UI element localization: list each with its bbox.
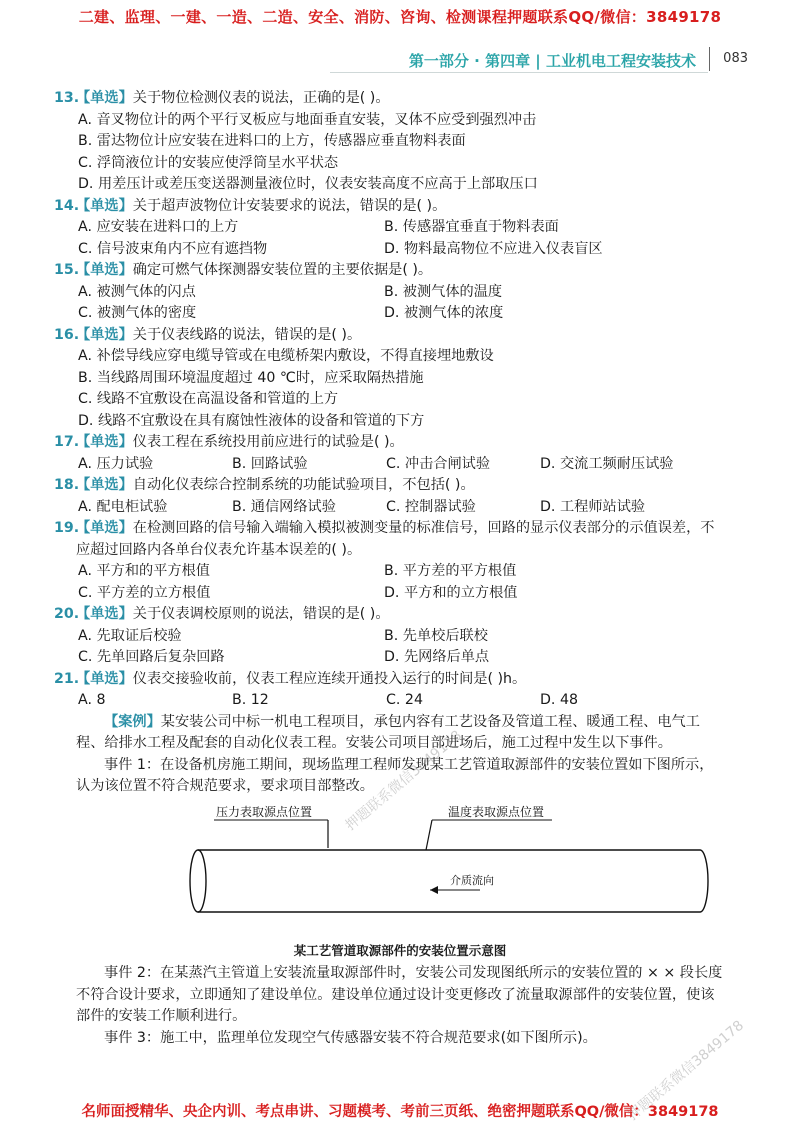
page-header [330, 44, 800, 74]
case-tag: 【案例】 [104, 713, 161, 730]
pipe-left-end [190, 850, 206, 912]
temperature-tap-line [426, 820, 432, 850]
question-number: 14. [54, 197, 80, 214]
option-a: A. 被测气体的闪点 [78, 283, 196, 300]
option-b: B. 雷达物位计应安装在进料口的上方，传感器应垂直物料表面 [78, 133, 466, 149]
option-c: C. 冲击合闸试验 [386, 455, 491, 472]
option-b: B. 先单校后联校 [384, 627, 488, 644]
bottom-banner: 名师面授精华、央企内训、考点串讲、习题模考、考前三页纸、绝密押题联系QQ/微信：3849178 [81, 1104, 719, 1120]
option-b: B. 当线路周围环境温度超过 40 ℃时，应采取隔热措施 [78, 369, 424, 386]
question-15 [54, 260, 724, 325]
question-type-tag: 【单选】 [76, 262, 133, 278]
question-list [54, 88, 724, 712]
option-row [76, 647, 724, 669]
pressure-label: 压力表取源点位置 [216, 804, 313, 819]
question-number: 13. [54, 90, 80, 106]
event-1: 事件 1：在设备机房施工期间，现场监理工程师发现某工艺管道取源部件的安装位置如下图所示，认为该位置不符合规范要求，要求项目部整改。 [76, 756, 714, 794]
option-row [76, 626, 724, 648]
option-c: C. 24 [386, 692, 423, 708]
option-c: C. 先单回路后复杂回路 [78, 649, 225, 665]
question-text: 在检测回路的信号输入端输入模拟被测变量的标准信号，回路的显示仪表部分的示值误差，不应超过回路内各单台仪表允许基本误差的( )。 [76, 520, 715, 558]
option-a: A. 平方和的平方根值 [78, 563, 210, 579]
pipe-diagram-svg [180, 800, 740, 940]
option-b: B. 回路试验 [232, 455, 308, 472]
option-a: A. 8 [78, 692, 106, 708]
header-underline [330, 72, 708, 73]
question-19 [54, 518, 724, 604]
question-20 [54, 604, 724, 669]
option-row [76, 282, 724, 304]
page-content [54, 88, 724, 1049]
option-a: A. 应安装在进料口的上方 [78, 219, 239, 235]
page-number: 083 [723, 51, 748, 66]
question-text: 关于物位检测仪表的说法，正确的是( )。 [132, 90, 390, 106]
watermark-center: 押题联系微信3849178 [342, 727, 466, 834]
temperature-label-group [426, 804, 552, 850]
question-type-tag: 【单选】 [76, 520, 133, 536]
option-c: C. 平方差的立方根值 [78, 584, 211, 601]
question-16 [54, 325, 724, 433]
option-d: D. 被测气体的浓度 [384, 305, 504, 321]
question-stem [54, 604, 724, 626]
option-a: A. 音叉物位计的两个平行叉板应与地面垂直安装，叉体不应受到强烈冲击 [78, 111, 537, 128]
question-type-tag: 【单选】 [76, 670, 133, 687]
option-row [76, 303, 724, 325]
option-row [76, 690, 724, 712]
question-type-tag: 【单选】 [76, 477, 133, 493]
question-18 [54, 475, 724, 518]
question-text: 关于仪表线路的说法，错误的是( )。 [132, 326, 362, 343]
question-14 [54, 196, 724, 261]
option-d: D. 先网络后单点 [384, 649, 490, 665]
question-stem [54, 518, 724, 561]
question-type-tag: 【单选】 [76, 90, 133, 106]
top-banner: 二建、监理、一建、一造、二造、安全、消防、咨询、检测课程押题联系QQ/微信：3849178 [78, 8, 722, 26]
option-d: D. 平方和的立方根值 [384, 584, 518, 601]
option-row [76, 561, 724, 583]
question-stem [54, 475, 724, 497]
option-row [76, 497, 724, 519]
option-b: B. 通信网络试验 [232, 498, 336, 515]
option-d: D. 工程师站试验 [540, 498, 646, 515]
option-row [76, 583, 724, 605]
question-stem [54, 196, 724, 218]
question-type-tag: 【单选】 [76, 197, 133, 214]
watermark-right: 押题联系微信3849178 [624, 1017, 748, 1124]
option-row [76, 217, 724, 239]
option-c: C. 被测气体的密度 [78, 305, 197, 321]
option-a: A. 先取证后校验 [78, 627, 182, 644]
question-type-tag: 【单选】 [76, 606, 133, 622]
flow-arrow [430, 873, 494, 894]
question-text: 仪表交接验收前，仪表工程应连续开通投入运行的时间是( )h。 [132, 670, 527, 687]
question-number: 19. [54, 520, 80, 536]
pipe-diagram [180, 800, 740, 940]
header-divider [709, 47, 710, 71]
option-b: B. 被测气体的温度 [384, 283, 503, 300]
question-text: 自动化仪表综合控制系统的功能试验项目，不包括( )。 [132, 477, 475, 493]
option-c: C. 控制器试验 [386, 498, 476, 515]
question-stem [54, 669, 724, 691]
question-number: 16. [54, 326, 80, 343]
event-3: 事件 3：施工中，监理单位发现空气传感器安装不符合规范要求(如下图所示)。 [104, 1029, 597, 1046]
question-type-tag: 【单选】 [76, 326, 133, 343]
question-21 [54, 669, 724, 712]
question-13 [54, 88, 724, 196]
option-d: D. 48 [540, 692, 578, 708]
question-text: 仪表工程在系统投用前应进行的试验是( )。 [132, 434, 404, 450]
option-b: B. 12 [232, 692, 269, 708]
pipe [190, 850, 708, 912]
question-number: 18. [54, 477, 80, 493]
question-number: 21. [54, 670, 80, 687]
question-stem [54, 88, 724, 110]
question-stem [54, 432, 724, 454]
pipe-right-end [700, 850, 708, 912]
option-row [76, 454, 724, 476]
pressure-label-group [214, 804, 328, 848]
chapter-title: 第一部分 · 第四章 | 工业机电工程安装技术 [408, 52, 696, 70]
question-number: 17. [54, 434, 80, 450]
question-text: 确定可燃气体探测器安装位置的主要依据是( )。 [132, 262, 433, 278]
option-a: A. 配电柜试验 [78, 498, 168, 515]
option-d: D. 交流工频耐压试验 [540, 455, 674, 472]
option-c: C. 信号波束角内不应有遮挡物 [78, 240, 268, 257]
case-section [76, 712, 724, 1050]
option-c: C. 浮筒液位计的安装应使浮筒呈水平状态 [78, 154, 339, 171]
case-intro [76, 712, 724, 755]
option-a: A. 压力试验 [78, 455, 154, 472]
option-d: D. 物料最高物位不应进入仪表盲区 [384, 240, 603, 257]
diagram-caption: 某工艺管道取源部件的安装位置示意图 [293, 942, 507, 958]
question-text: 关于仪表调校原则的说法，错误的是( )。 [132, 606, 390, 622]
flow-arrow-head [430, 886, 438, 894]
option-a: A. 补偿导线应穿电缆导管或在电缆桥架内敷设，不得直接埋地敷设 [78, 348, 494, 364]
option-d: D. 用差压计或差压变送器测量液位时，仪表安装高度不应高于上部取压口 [78, 176, 538, 192]
question-stem [54, 260, 724, 282]
question-stem [54, 325, 724, 347]
option-c: C. 线路不宜敷设在高温设备和管道的上方 [78, 391, 339, 407]
question-type-tag: 【单选】 [76, 434, 133, 450]
option-b: B. 传感器宜垂直于物料表面 [384, 219, 559, 235]
question-number: 15. [54, 262, 80, 278]
flow-label: 介质流向 [450, 873, 494, 887]
temperature-label: 温度表取源点位置 [448, 804, 545, 819]
question-text: 关于超声波物位计安装要求的说法，错误的是( )。 [132, 197, 447, 214]
event-2: 事件 2：在某蒸汽主管道上安装流量取源部件时，安装公司发现图纸所示的安装位置的 × × 段长度不符合设计要求，立即通知了建设单位。建设单位通过设计变更修改了流量取源部件的安装位置，使该部件的安装工作顺利进行。 [76, 965, 723, 1024]
question-number: 20. [54, 606, 80, 622]
question-17 [54, 432, 724, 475]
option-row [76, 239, 724, 261]
option-b: B. 平方差的平方根值 [384, 563, 517, 579]
option-d: D. 线路不宜敷设在具有腐蚀性液体的设备和管道的下方 [78, 412, 425, 429]
case-intro-text: 某安装公司中标一机电工程项目，承包内容有工艺设备及管道工程、暖通工程、电气工程、给排水工程及配套的自动化仪表工程。安装公司项目部进场后，施工过程中发生以下事件。 [76, 713, 700, 751]
